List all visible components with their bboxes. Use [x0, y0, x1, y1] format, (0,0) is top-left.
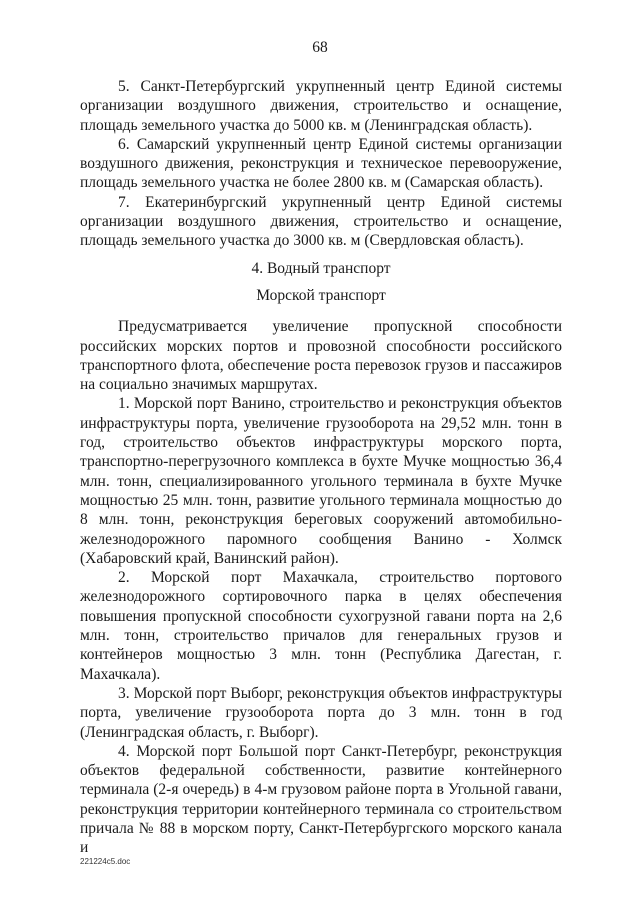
paragraph-port-4: 4. Морской порт Большой порт Санкт-Петербург, реконструкция объектов федеральной собственности, развитие контейнерного терминала (2-я очередь) в 4-м грузовом районе порта в Угольной гавани, реконструкция территории контейнерного терминала со строительством причала № 88 в морском порту, Санкт-Петербургского морского канала и [80, 742, 562, 857]
paragraph-item-7: 7. Екатеринбургский укрупненный центр Единой системы организации воздушного движения, строительство и оснащение, площадь земельного участка до 3000 кв. м (Свердловская область). [80, 193, 562, 250]
paragraph-item-5: 5. Санкт-Петербургский укрупненный центр Единой системы организации воздушного движения, строительство и оснащение, площадь земельного участка до 5000 кв. м (Ленинградская область). [80, 78, 562, 134]
footer-filename: 221224c5.doc [80, 857, 131, 866]
section-heading: 4. Водный транспорт [251, 259, 391, 277]
paragraph-item-6: 6. Самарский укрупненный центр Единой системы организации воздушного движения, реконструкция и техническое перевооружение, площадь земельного участка не более 2800 кв. м (Самарская область). [80, 135, 562, 192]
subsection-heading: Морской транспорт [256, 286, 386, 304]
document-body [80, 77, 562, 858]
paragraph-port-3: 3. Морской порт Выборг, реконструкция объектов инфраструктуры порта, увеличение грузооборота порта до 3 млн. тонн в год (Ленинградская область, г. Выборг). [80, 684, 562, 741]
intro-paragraph: Предусматривается увеличение пропускной способности российских морских портов и провозной способности российского транспортного флота, обеспечение роста перевозок грузов и пассажиров на социально значимых маршрутах. [80, 318, 562, 394]
paragraph-port-1: 1. Морской порт Ванино, строительство и реконструкция объектов инфраструктуры порта, увеличение грузооборота на 29,52 млн. тонн в год, строительство объектов инфраструктуры морского порта, транспортно-перегрузочного комплекса в бухте Мучке мощностью 36,4 млн. тонн, специализированного угольного терминала в бухте Мучке мощностью 25 млн. тонн, развитие угольного терминала мощностью до 8 млн. тонн, реконструкция береговых сооружений автомобильно-железнодорожного паромного сообщения Ванино - Холмск (Хабаровский край, Ванинский район). [80, 395, 562, 567]
page-number: 68 [312, 39, 328, 56]
paragraph-port-2: 2. Морской порт Махачкала, строительство портового железнодорожного сортировочного парка в целях обеспечения повышения пропускной способности сухогрузной гавани порта на 2,6 млн. тонн, строительство причалов для генеральных грузов и контейнеров мощностью 3 млн. тонн (Республика Дагестан, г. Махачкала). [80, 569, 562, 683]
